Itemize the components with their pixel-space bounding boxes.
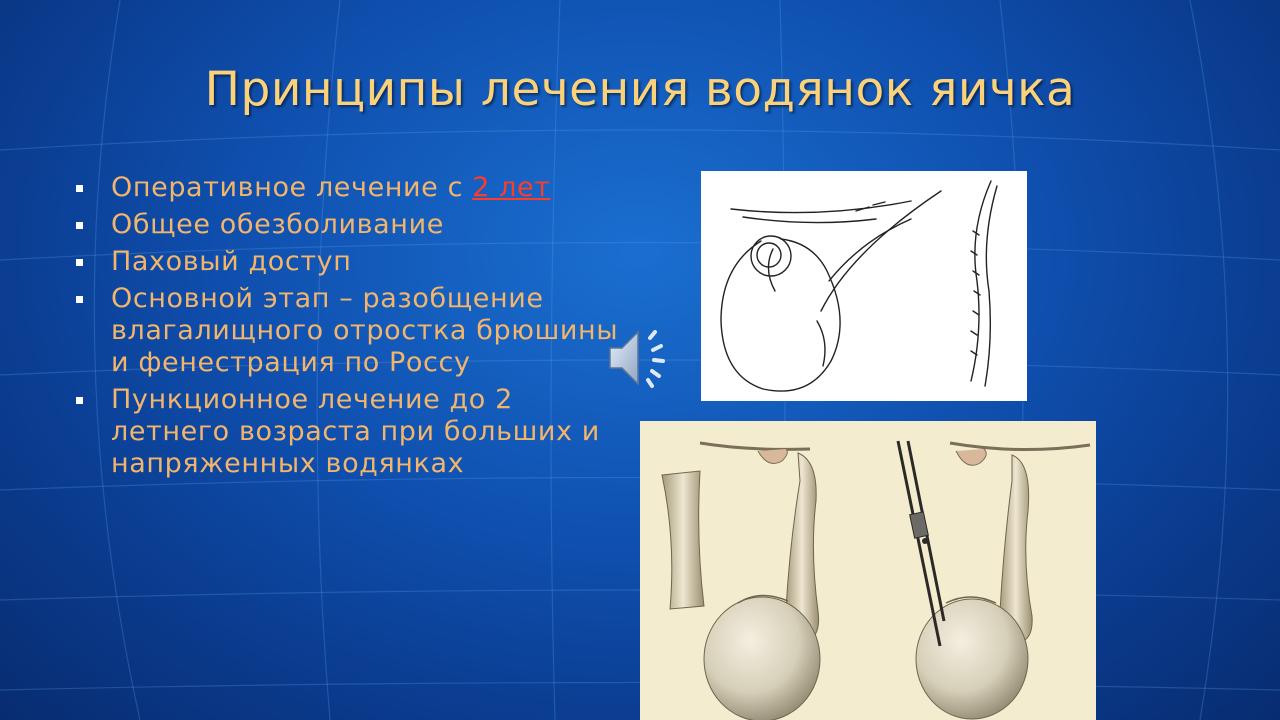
bullet-square-icon: [76, 222, 83, 229]
bullet-text: Общее обезболивание: [111, 209, 444, 240]
bullet-square-icon: [76, 296, 83, 303]
slide-title: Принципы лечения водянок яичка: [204, 62, 1076, 117]
age-highlight: 2 лет: [472, 172, 551, 203]
bullet-item: [74, 209, 634, 241]
anatomical-illustration-drawing: [640, 421, 1096, 720]
bullet-item: [74, 172, 634, 204]
bullet-text: Пункционное лечение до 2 летнего возраста при больших и напряженных водянках: [111, 384, 600, 479]
bullet-list: [74, 172, 634, 485]
bullet-item: [74, 384, 634, 480]
bullet-square-icon: [76, 397, 83, 404]
bullet-text: Паховый доступ: [111, 246, 352, 277]
bullet-item: [74, 283, 634, 379]
surgical-sketch-image: [701, 171, 1027, 401]
bullet-text: Оперативное лечение с: [111, 172, 473, 203]
bullet-square-icon: [76, 185, 83, 192]
anatomical-illustration-image: [640, 421, 1096, 720]
bullet-text: Основной этап – разобщение влагалищного отростка брюшины и фенестрация по Россу: [111, 283, 619, 378]
bullet-square-icon: [76, 259, 83, 266]
speaker-icon[interactable]: [606, 326, 672, 390]
bullet-item: [74, 246, 634, 278]
surgical-sketch-drawing: [701, 171, 1027, 401]
